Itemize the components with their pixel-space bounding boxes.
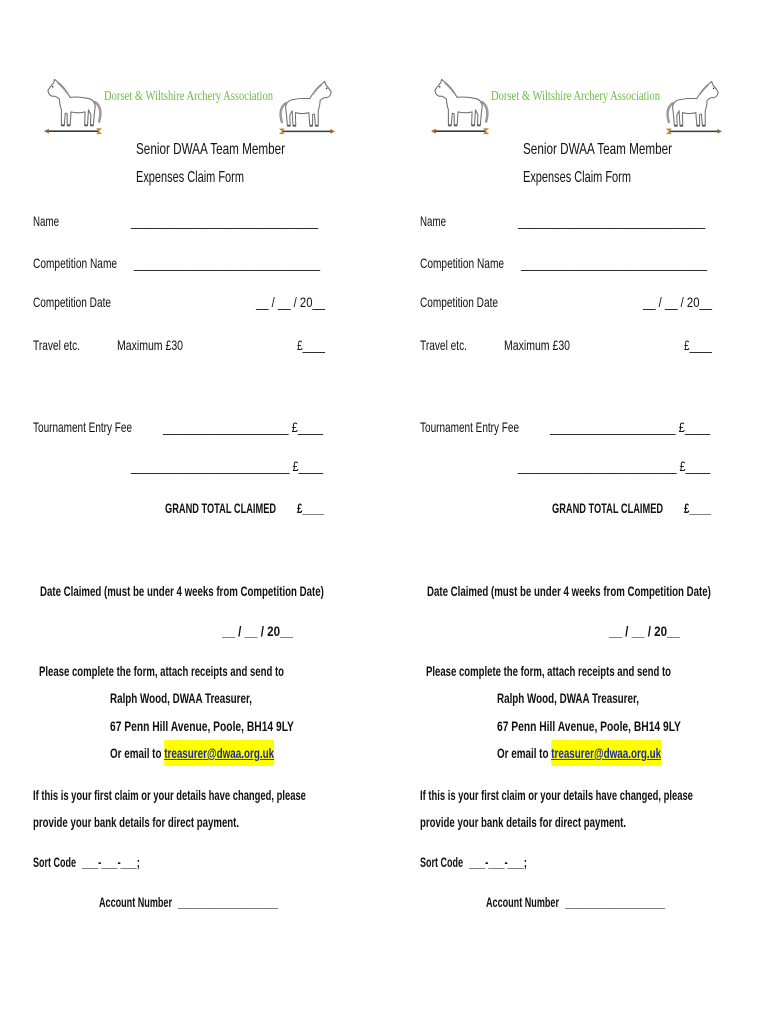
travel-amount-blank: £____ bbox=[684, 337, 712, 353]
email-prefix: Or email to bbox=[497, 745, 552, 761]
arrow-icon bbox=[279, 129, 335, 135]
sort-code-label: Sort Code bbox=[33, 854, 77, 870]
form-title-line2: Expenses Claim Form bbox=[136, 169, 244, 186]
name-label: Name bbox=[420, 213, 447, 229]
bank-note-line1: If this is your first claim or your details have changed, please bbox=[420, 787, 693, 803]
email-line bbox=[497, 745, 661, 761]
arrow-icon bbox=[44, 128, 102, 134]
travel-maximum-note: Maximum £30 bbox=[117, 337, 184, 353]
travel-maximum-note: Maximum £30 bbox=[504, 337, 571, 353]
grand-total-label: GRAND TOTAL CLAIMED bbox=[552, 500, 664, 516]
account-number-label: Account Number bbox=[486, 894, 559, 910]
date-claimed-blank: __ / __ / 20__ bbox=[222, 623, 293, 639]
treasurer-name: Ralph Wood, DWAA Treasurer, bbox=[497, 690, 639, 706]
competition-date-label: Competition Date bbox=[420, 294, 498, 310]
treasurer-email-link[interactable]: treasurer@dwaa.org.uk bbox=[164, 740, 274, 766]
entry-fee-label: Tournament Entry Fee bbox=[420, 419, 520, 435]
account-number-blank: ________________ bbox=[565, 894, 666, 910]
form-title-line2: Expenses Claim Form bbox=[523, 169, 631, 186]
arrow-icon bbox=[431, 128, 489, 134]
travel-amount-blank: £____ bbox=[297, 337, 325, 353]
treasurer-name: Ralph Wood, DWAA Treasurer, bbox=[110, 690, 252, 706]
account-number-label: Account Number bbox=[99, 894, 172, 910]
horse-figure bbox=[281, 81, 332, 126]
competition-name-label: Competition Name bbox=[33, 255, 118, 271]
entry-fee-blank: ____________________ £____ bbox=[550, 419, 711, 435]
grand-total-blank: £____ bbox=[297, 500, 324, 516]
horse-icon bbox=[431, 78, 489, 136]
competition-name-blank: ________________________________ bbox=[134, 255, 321, 271]
account-number-blank: ________________ bbox=[178, 894, 279, 910]
treasurer-address: 67 Penn Hill Avenue, Poole, BH14 9LY bbox=[110, 718, 294, 734]
date-claimed-label: Date Claimed (must be under 4 weeks from Competition Date) bbox=[427, 583, 711, 599]
entry-fee-blank: ____________________ £____ bbox=[163, 419, 324, 435]
association-name: Dorset & Wiltshire Archery Association bbox=[491, 89, 661, 104]
competition-date-blank: __ / __ / 20__ bbox=[643, 294, 713, 310]
form-copy-right bbox=[387, 0, 770, 1024]
bank-note-line2: provide your bank details for direct payment. bbox=[420, 814, 627, 830]
date-claimed-label: Date Claimed (must be under 4 weeks from Competition Date) bbox=[40, 583, 324, 599]
horse-icon bbox=[279, 80, 335, 136]
email-line bbox=[110, 745, 274, 761]
name-blank: ________________________________ bbox=[131, 213, 319, 229]
other-expense-blank: __________________________ £____ bbox=[131, 458, 324, 474]
competition-date-label: Competition Date bbox=[33, 294, 111, 310]
arrow-icon bbox=[666, 129, 722, 135]
competition-date-blank: __ / __ / 20__ bbox=[256, 294, 326, 310]
name-blank: ________________________________ bbox=[518, 213, 706, 229]
competition-name-label: Competition Name bbox=[420, 255, 505, 271]
association-name: Dorset & Wiltshire Archery Association bbox=[104, 89, 274, 104]
form-title-line1: Senior DWAA Team Member bbox=[136, 141, 286, 158]
treasurer-email-link[interactable]: treasurer@dwaa.org.uk bbox=[551, 740, 661, 766]
horse-icon bbox=[666, 80, 722, 136]
sort-code-label: Sort Code bbox=[420, 854, 464, 870]
entry-fee-label: Tournament Entry Fee bbox=[33, 419, 133, 435]
grand-total-blank: £____ bbox=[684, 500, 711, 516]
horse-figure bbox=[668, 81, 719, 126]
instructions-text: Please complete the form, attach receipts and send to bbox=[426, 663, 671, 679]
form-title-line1: Senior DWAA Team Member bbox=[523, 141, 673, 158]
instructions-text: Please complete the form, attach receipts and send to bbox=[39, 663, 284, 679]
horse-figure bbox=[435, 79, 488, 126]
sort-code-blank: ___-___-___; bbox=[469, 854, 528, 870]
date-claimed-blank: __ / __ / 20__ bbox=[609, 623, 680, 639]
other-expense-blank: __________________________ £____ bbox=[518, 458, 711, 474]
horse-figure bbox=[48, 79, 101, 126]
name-label: Name bbox=[33, 213, 60, 229]
sort-code-blank: ___-___-___; bbox=[82, 854, 141, 870]
bank-note-line1: If this is your first claim or your details have changed, please bbox=[33, 787, 306, 803]
treasurer-address: 67 Penn Hill Avenue, Poole, BH14 9LY bbox=[497, 718, 681, 734]
travel-label: Travel etc. bbox=[33, 337, 81, 353]
travel-label: Travel etc. bbox=[420, 337, 468, 353]
email-prefix: Or email to bbox=[110, 745, 165, 761]
grand-total-label: GRAND TOTAL CLAIMED bbox=[165, 500, 277, 516]
bank-note-line2: provide your bank details for direct payment. bbox=[33, 814, 240, 830]
horse-icon bbox=[44, 78, 102, 136]
competition-name-blank: ________________________________ bbox=[521, 255, 708, 271]
